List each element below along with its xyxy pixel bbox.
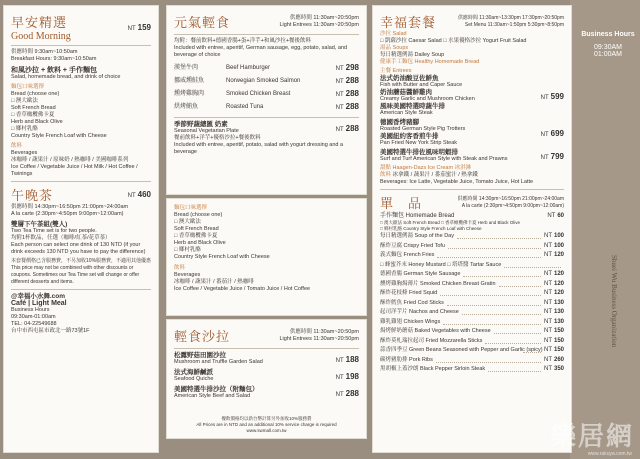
item-name-en: Roasted Tuna	[226, 104, 264, 110]
salad-title-zh: 輕食沙拉	[174, 330, 231, 345]
alacarte-title-zh: 單 品	[380, 197, 423, 212]
menu-item	[174, 352, 359, 366]
item-name: □ 蜂蜜芥末 Honey Mustard □ 塔塔醬 Tartar Sauce	[380, 261, 502, 268]
item-price: 130	[553, 299, 564, 306]
vital-drinks-list-en: Ice Coffee / Vegetable Juice / Tomato Juice / Hot Coffee	[174, 286, 311, 292]
bread-option-en: Herb and Black Olive	[174, 240, 226, 246]
leader-dots	[485, 339, 541, 344]
alacarte-bread-options: □ 澳大歐法 Soft French Bread □ 香草橄欖佛卡夏 Herb and Black Olive	[380, 220, 520, 225]
alacarte-item	[380, 337, 564, 347]
store-phone: TEL: 04-22549688	[11, 321, 57, 327]
entree-en: Fish with Butter and Caper Sauce	[380, 82, 463, 88]
price-prefix: NT	[543, 337, 552, 344]
veg-title-zh: 季節野蔬總匯 奶素	[174, 121, 228, 128]
item-name-zh: 烘烤鮪魚	[174, 104, 199, 110]
watermark-logo: 樂居網	[549, 422, 634, 452]
item-price-group	[544, 346, 564, 356]
footer-url: www.swmall.com.tw	[246, 428, 287, 433]
entree-zh: 法式奶油酸豆佐鮮魚	[380, 75, 439, 82]
item-name-zh: 美國特選牛排沙拉（附麵包）	[174, 386, 259, 393]
side-hours-label: Business Hours	[581, 31, 635, 38]
veg-desc-zh: 餐前飲料+洋芋+優格沙拉+餐後飲料	[174, 135, 261, 141]
leader-dots	[448, 244, 541, 249]
breakfast-bread-option-en: Herb and Black Olive	[11, 119, 63, 125]
item-price: 130	[553, 318, 564, 325]
price-prefix: NT	[335, 66, 344, 72]
divider	[380, 189, 564, 190]
price-prefix: NT	[543, 242, 552, 249]
item-name-en: Beef Hamburger	[226, 65, 271, 71]
watermark-url: www.rakuya.com.tw	[587, 451, 632, 457]
label-zh: 湯品	[380, 45, 392, 51]
breakfast-drinks-list-zh: 冰咖啡 / 蔬果汁 / 原味奶 / 熱咖啡 / 美國咖啡系列	[11, 157, 129, 163]
item-price: 130	[553, 309, 564, 315]
breakfast-price	[128, 23, 151, 32]
happy-soup-label	[380, 45, 564, 52]
item-name: 手作麵包 Homemade Bread	[380, 213, 455, 219]
leader-dots	[462, 310, 541, 315]
store-logo-en: Café | Light Meal	[11, 300, 67, 307]
entree-zh: 風味美國特選時蔬牛排	[380, 103, 445, 110]
bread-option-label: 鄉村乳酪	[178, 247, 201, 253]
item-price-group	[544, 337, 564, 347]
item-name: 燻烤雞胸焗薄片 Smoked Chicken Breast Gratin	[380, 280, 496, 287]
happy-salad-options: □ 凱薩沙拉 Caesar Salad □ 水果優格沙拉 Yogurt Fruit Salad	[380, 38, 527, 44]
happy-hours-zh: 供應時間 11:30am~13:30pm 17:30pm~20:50pm	[457, 14, 564, 21]
divider	[11, 181, 151, 182]
leader-dots	[463, 272, 541, 277]
entree-group	[380, 119, 564, 147]
vital-hours-en: Light Entrees 11:30am~20:50pm	[279, 21, 359, 28]
price-prefix: NT	[540, 154, 549, 161]
item-price-group	[544, 356, 564, 366]
happy-title-zh: 幸福套餐	[380, 16, 437, 31]
item-name: 雞乳雞翅 Chicken Wings	[380, 318, 441, 325]
alacarte-hours-en: A la carte (2:30pm~4:50pm 9:00pm~12:00am)	[461, 202, 564, 209]
entree-en: Pan Fried New York Strip Steak	[380, 140, 458, 146]
price-prefix: NT	[543, 309, 552, 315]
price-prefix: NT	[543, 271, 552, 277]
item-name-en: Mushroom and Truffle Garden Salad	[174, 359, 263, 365]
leader-dots	[443, 320, 541, 325]
vital-desc-en: Included with entree, aperitif, German sausage, egg, potato, salad, and beverage of choice	[174, 45, 348, 58]
vital-bread-label-zh: 麵包口味選擇	[174, 205, 208, 211]
price-prefix: NT	[335, 79, 344, 85]
entree-group	[380, 75, 564, 117]
price-prefix: NT	[335, 357, 344, 364]
tea-note: 本套餐價格已含服務費，不另加收10%服務費，不適用其他優惠	[11, 258, 152, 264]
breakfast-hours-en: Breakfast Hours: 9:30am~10:50am	[11, 56, 97, 62]
side-hours-close: 01:00AM	[593, 51, 623, 58]
bread-option-label: 香草橄欖佛卡夏	[178, 233, 218, 239]
leader-dots	[494, 329, 541, 334]
item-name-zh: 法式海鮮鹹派	[174, 369, 213, 376]
tea-note: Each person can select one drink of 130 NTD (if your drink exceeds 130 NTD you have to pay the difference)	[11, 242, 146, 255]
happy-header	[380, 12, 564, 31]
label-en: Salad	[392, 31, 407, 37]
price-prefix: NT	[335, 105, 344, 111]
item-price-group	[544, 232, 564, 242]
price-prefix: NT	[543, 280, 552, 287]
happy-set-panel	[372, 5, 572, 453]
veg-plate	[174, 121, 359, 135]
item-price-group	[544, 270, 564, 280]
divider	[174, 348, 359, 349]
item-name-en: Norwegian Smoked Salmon	[226, 78, 301, 84]
alacarte-item	[380, 232, 564, 242]
alacarte-item	[380, 270, 564, 280]
menu-item	[174, 75, 359, 88]
leader-dots	[504, 263, 561, 268]
light-salad-panel	[166, 319, 367, 439]
item-price: 150	[553, 347, 564, 353]
item-name: 德國香腸 German Style Sausage	[380, 271, 461, 277]
item-price: 120	[553, 290, 564, 296]
alacarte-item	[380, 242, 564, 252]
price-prefix: NT	[543, 233, 552, 239]
item-price: 260	[553, 356, 564, 363]
divider	[174, 117, 359, 118]
item-name: 酥炸花枝條 Fried Squid	[380, 290, 438, 296]
price-prefix: NT	[547, 213, 556, 219]
happy-dessert: 甜點 Haagen-Dazs Ice Cream 冰淇淋	[380, 165, 472, 171]
item-price-group	[544, 299, 564, 309]
breakfast-bread-option: □ 澳大歐法	[11, 98, 38, 104]
salad-hours-en: Light Entrees 11:30am~20:50pm	[279, 335, 359, 342]
item-price-group	[544, 242, 564, 252]
item-name-en: American Style Beef and Salad	[174, 393, 251, 399]
item-price: 799	[550, 151, 564, 161]
breakfast-bread-option-en: Country Style French Loaf with Cheese	[11, 133, 107, 139]
leader-dots	[436, 358, 541, 363]
item-price: 288	[345, 102, 359, 111]
breakfast-panel	[3, 5, 159, 453]
happy-entree-label: 主餐 Entrees	[380, 68, 412, 74]
store-hours-label: Business Hours	[11, 307, 50, 313]
alacarte-list	[380, 232, 564, 375]
price-prefix: NT	[543, 347, 552, 353]
item-price-group	[544, 289, 564, 299]
alacarte-bread-options: □ 鄉村乳酪 Country Style French Loaf with Cheese	[380, 226, 482, 231]
side-vertical-text: Shuei Wu Business Organization	[610, 255, 618, 348]
item-name-en: Smoked Chicken Breast	[226, 91, 291, 97]
tea-hours-zh: 供應時間 14:30pm~16:50pm 21:00pm~24:00am	[11, 204, 129, 210]
vital-drinks-list-zh: 冰咖啡 / 蔬果汁 / 番茄汁 / 熱咖啡	[174, 279, 254, 285]
price-prefix: NT	[543, 299, 552, 306]
salad-hours-zh: 供應時間 11:30am~20:50pm	[289, 328, 359, 335]
item-price: 60	[557, 213, 564, 219]
bread-option-label: 香草橄欖佛卡夏	[15, 112, 55, 118]
alacarte-item	[380, 261, 564, 271]
vital-drinks-zh: 飲料	[174, 265, 186, 271]
tea-price	[128, 190, 151, 199]
divider	[11, 45, 151, 46]
tea-note: 均附1杯飲品，任選（咖啡/紅茶/花草茶）	[11, 235, 111, 241]
menu-item	[174, 386, 359, 400]
item-price: 288	[345, 76, 359, 85]
breakfast-combo-en: Salad, homemade bread, and drink of choice	[11, 74, 121, 80]
alacarte-header	[380, 193, 564, 212]
item-name: 起司洋芋片 Nachos and Cheese	[380, 309, 459, 315]
item-price: 150	[553, 337, 564, 344]
item-price: 188	[345, 354, 359, 364]
entree-en: American Style Steak	[380, 110, 433, 116]
item-name: 酥炸莫札瑞拉起司 Fried Mozzarella Sticks	[380, 337, 483, 344]
leader-dots	[488, 367, 541, 372]
bread-option: □ 鄉村乳酪	[174, 247, 201, 253]
price-prefix: NT	[335, 374, 344, 381]
item-name: 酥炸豆腐 Crispy Fried Tofu	[380, 242, 445, 249]
item-name: 焗烤鮮奶蘑菇 Baked Vegetables with Cheese	[380, 328, 491, 334]
vital-items	[174, 62, 359, 114]
item-price: 100	[553, 233, 564, 239]
vital-title-zh: 元氣輕食	[174, 16, 231, 31]
breakfast-header	[11, 12, 151, 42]
alacarte-item	[380, 280, 564, 290]
item-price: 100	[553, 242, 564, 249]
item-price: 288	[345, 89, 359, 98]
store-hours-value: 09:30am-01:00am	[11, 314, 56, 320]
item-name: 每日精選例湯 Soup of the Day	[380, 233, 454, 239]
item-price: 120	[553, 271, 564, 277]
price-prefix: NT	[543, 366, 552, 372]
item-price-group	[544, 318, 564, 328]
alacarte-item	[380, 308, 564, 318]
item-price-group	[544, 327, 564, 337]
alacarte-item	[380, 365, 564, 375]
veg-title-en: Seasonal Vegetarian Plate	[174, 128, 239, 134]
leader-dots	[437, 253, 541, 258]
side-hours-open: 09:30AM	[593, 44, 623, 51]
breakfast-bread-option: □ 香草橄欖佛卡夏	[11, 112, 55, 118]
price-value: 460	[137, 190, 151, 199]
price-prefix: NT	[543, 318, 552, 325]
alacarte-item	[380, 356, 564, 366]
breakfast-title-en: Good Morning	[11, 31, 71, 42]
bread-option-en: Soft French Bread	[174, 226, 219, 232]
vital-desc-zh: 均附：餐前飲料+德國香腸+蛋+洋芋+和風沙拉+餐後飲料	[174, 38, 312, 44]
alacarte-hours-zh: 供應時間 14:30pm~16:50pm 21:00pm~24:00am	[457, 195, 564, 202]
price-prefix: NT	[335, 92, 344, 98]
breakfast-drinks-list-en: Ice Coffee / Vegetable Juice / Hot Milk / Hot Coffee / Twinings	[11, 164, 138, 177]
drinks-list: 冰拿鐵 / 蔬果汁 / 番茄蜜汁 / 熱拿鐵	[392, 172, 478, 178]
entree-en: Roasted German Style Pig Trotters	[380, 126, 466, 132]
vital-meals-panel	[166, 5, 367, 195]
store-logo-zh: @幸福小水舞.com	[11, 293, 66, 300]
vital-hours-zh: 供應時間 11:30am~20:50pm	[289, 14, 359, 21]
happy-soup-value: 每日精選例湯 Dailey Soup	[380, 52, 445, 58]
item-price-group	[544, 365, 564, 375]
item-price: 599	[550, 91, 564, 101]
item-price-group	[544, 280, 564, 290]
breakfast-hours-zh: 供應時間 9:30am~10:50am	[11, 49, 78, 55]
price-prefix: NT	[127, 25, 136, 32]
label-zh: 飲料	[380, 172, 392, 178]
vital-drinks-en: Beverages	[174, 272, 201, 278]
price-value: 159	[137, 22, 151, 32]
label-zh: 沙拉	[380, 31, 392, 37]
entree-zh: 德國香烤豬腳	[380, 119, 419, 126]
entree-price	[541, 92, 564, 101]
item-price: 298	[345, 63, 359, 72]
entree-zh: 美國特選牛排佐風味明蝦排	[380, 149, 458, 156]
item-price-group	[544, 308, 564, 318]
footer-note-zh: 餐飲價格均以新台幣計算另外加收10%服務費	[221, 416, 312, 421]
vital-options-panel	[166, 198, 367, 316]
price-prefix: NT	[543, 356, 552, 363]
breakfast-bread-option: □ 鄉村乳酪	[11, 126, 38, 132]
bread-option-en: Country Style French Loaf with Cheese	[174, 254, 270, 260]
price-prefix: NT	[543, 290, 552, 296]
veg-price	[336, 124, 359, 133]
bread-option: □ 香草橄欖佛卡夏	[174, 233, 218, 239]
alacarte-item	[380, 318, 564, 328]
alacarte-bread-row	[380, 212, 564, 220]
leader-dots	[440, 291, 541, 296]
price-prefix: NT	[543, 252, 552, 258]
tea-hours-en: A la carte (2:30pm~4:50pm 9:00pm~12:00am)	[11, 211, 124, 217]
item-name: 義式麵包 French Fries	[380, 252, 435, 258]
item-name: 黑胡椒上蓋沙朗 Black Pepper Sirloin Steak	[380, 366, 486, 372]
bread-option-label: 澳大歐法	[178, 219, 201, 225]
item-price: 350	[553, 366, 564, 372]
bread-option-label: 鄉村乳酪	[15, 126, 38, 132]
tea-title-zh: 午晚茶	[11, 189, 54, 204]
happy-salad-label	[380, 31, 564, 38]
happy-bread-label: 健康手工麵包 Healthy Homemade Bread	[380, 59, 480, 65]
breakfast-drinks-en: Beverages	[11, 150, 38, 156]
breakfast-combo-zh: 和風沙拉 + 飲料 + 手作麵包	[11, 67, 97, 74]
breakfast-bread-option-en: Soft French Bread	[11, 105, 56, 111]
side-column	[578, 5, 638, 454]
entree-price	[541, 152, 564, 161]
price-prefix: NT	[543, 328, 552, 334]
price-prefix: NT	[335, 391, 344, 398]
menu-item	[174, 88, 359, 101]
menu-item	[174, 369, 359, 383]
vital-header	[174, 12, 359, 31]
item-name-zh: 燻烤雞胸肉	[174, 91, 205, 97]
happy-drinks-zh	[380, 172, 564, 179]
breakfast-bread-label-zh: 麵包口味選擇	[11, 84, 45, 90]
item-name-zh: 漢堡牛肉	[174, 65, 199, 71]
item-price: 288	[345, 388, 359, 398]
tea-set-zh: 雙層下午茶組(雙人)	[11, 221, 68, 228]
breakfast-title-zh: 早安精選	[11, 16, 68, 31]
label-en: Soups	[392, 45, 409, 51]
happy-drinks-en: Beverages: Ice Latte, Vegetable Juice, Tomato Juice, Hot Latte	[380, 179, 534, 185]
leader-dots	[499, 282, 541, 287]
item-name-zh: 松露野菇田園沙拉	[174, 352, 226, 359]
alacarte-item	[380, 251, 564, 261]
item-price: 198	[345, 371, 359, 381]
item-price: 150	[553, 328, 564, 334]
alacarte-item	[380, 346, 564, 356]
item-name: 蒜香四季豆 Green Beans Seasoned with Pepper and Garlic (spicy)	[380, 347, 543, 353]
item-price: 699	[550, 128, 564, 138]
leader-dots	[447, 301, 541, 306]
store-address: 台中市西屯區市政北一路73號1F	[11, 328, 90, 334]
vital-bread-label-en: Bread (choose one)	[174, 212, 223, 218]
leader-dots	[523, 348, 541, 353]
entree-en: Surf and Turf American Style with Steak and Prawns	[380, 156, 508, 162]
bread-option-label: 澳大歐法	[15, 98, 38, 104]
item-name: 酥炸鱈魚 Fried Cod Sticks	[380, 299, 444, 306]
leader-dots	[457, 234, 541, 239]
menu-item	[174, 62, 359, 75]
breakfast-bread-label-en: Bread (choose one)	[11, 91, 60, 97]
bread-option: □ 澳大歐法	[174, 219, 201, 225]
price-prefix: NT	[127, 193, 136, 199]
tea-note: This price may not be combined with other discounts or coupons. Sometimes our Tea Time set will change or offer different desserts and items.	[11, 265, 140, 285]
entree-zh: 美國紐約客香煎牛排	[380, 133, 439, 140]
entree-price	[541, 129, 564, 138]
item-name: 碳烤豬肋排 Pork Ribs	[380, 356, 433, 363]
item-name-en: Seafood Quiche	[174, 376, 214, 382]
item-price: 120	[553, 280, 564, 287]
happy-hours-en: Set Menu 11:30am~1:50pm 5:30pm~8:50pm	[464, 21, 564, 28]
entree-zh: 奶油蘑菇醬鮮雞肉	[380, 89, 432, 96]
breakfast-drinks-zh: 飲料	[11, 143, 23, 149]
price-prefix: NT	[540, 94, 549, 101]
tea-set-en: Two Tea Time set is for two people.	[11, 228, 97, 234]
item-price: 288	[345, 123, 359, 133]
tea-header	[11, 185, 151, 204]
price-prefix: NT	[540, 131, 549, 138]
entree-group	[380, 149, 564, 163]
alacarte-item	[380, 327, 564, 337]
alacarte-item	[380, 299, 564, 309]
price-prefix: NT	[335, 126, 344, 133]
entree-en: Creamy Garlic and Mushroom Chicken	[380, 96, 475, 102]
item-price-group	[544, 251, 564, 261]
veg-desc-en: Included with entree, aperitif, potato, salad with yogurt dressing and a beverage	[174, 142, 344, 155]
item-name-zh: 挪威燻鮭魚	[174, 78, 205, 84]
salad-header	[174, 326, 359, 345]
divider	[11, 289, 151, 290]
footer-note-en: All Prices are in NTD and an additional 10% service charge is required	[196, 422, 337, 427]
alacarte-item	[380, 289, 564, 299]
item-price: 120	[553, 252, 564, 258]
menu-item	[174, 101, 359, 114]
divider	[174, 34, 359, 35]
